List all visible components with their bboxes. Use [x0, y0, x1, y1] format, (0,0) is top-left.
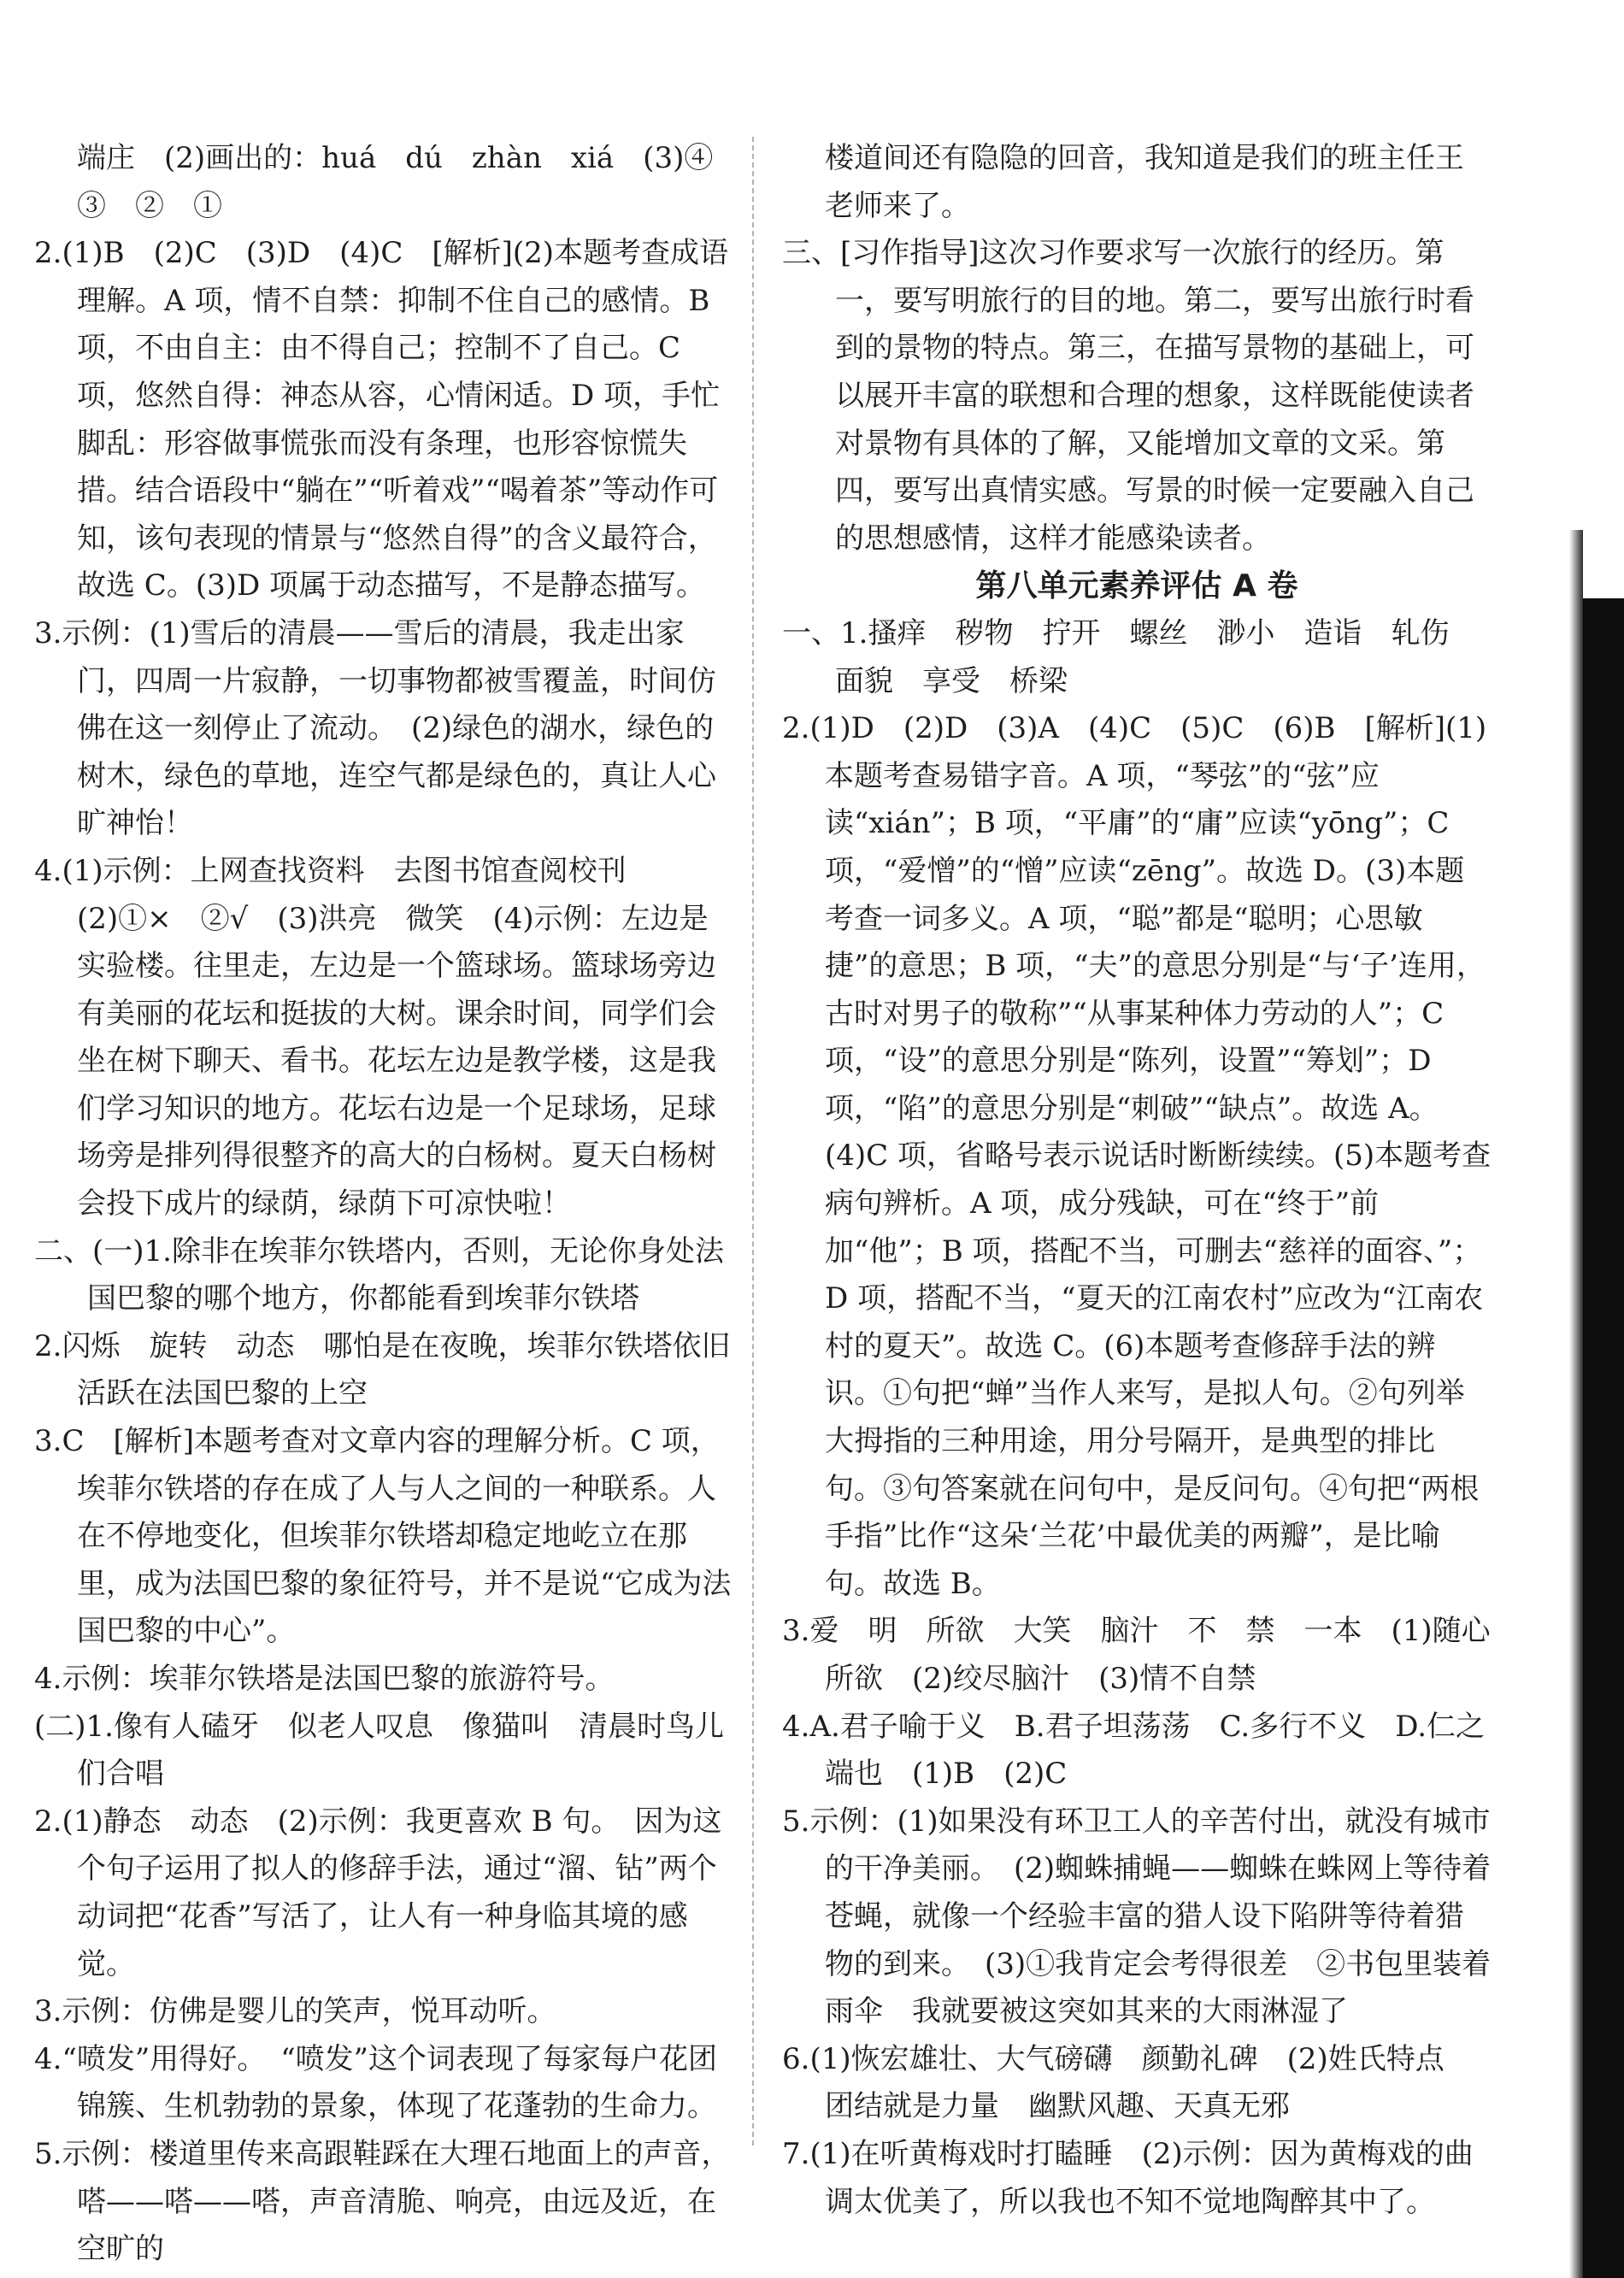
answer-item-5-continuation: 楼道间还有隐隐的回音，我知道是我们的班主任王老师来了。 [825, 141, 1464, 223]
section-2-part-1-item-1: 二、(一)1.除非在埃菲尔铁塔内，否则，无论你身处法国巴黎的哪个地方，你都能看到埃菲尔铁塔 [34, 1233, 724, 1316]
section-2-part-1-item-4: 4.示例：埃菲尔铁塔是法国巴黎的旅游符号。 [34, 1662, 615, 1696]
unit-8-item-4: 4.A.君子喻于义 B.君子坦荡荡 C.多行不义 D.仁之端也 (1)B (2)C [782, 1709, 1486, 1792]
scan-edge-bar [1583, 598, 1624, 2278]
column-divider [752, 137, 754, 2146]
answer-item-continuation: 端庄 (2)画出的：huá dú zhàn xiá (3)④ ③ ② ① [77, 141, 743, 223]
scan-edge-shadow [1569, 530, 1583, 2278]
answer-item-2: 2.(1)B (2)C (3)D (4)C [解析](2)本题考查成语理解。A 项，情不自禁：抑制不住自己的感情。B 项，不由自主：由不得自己；控制不了自己。C 项，悠然自得：神态从容，心情闲适。D 项，手忙脚乱：形容做事慌张而没有条理，也形容惊慌失措。结合语段中“躺在”“听着戏”“喝着茶”等动作可知，该句表现的情景与“悠然自得”的含义最符合，故选 C。(3)D 项属于动态描写，不是静态描写。 [34, 236, 729, 603]
answer-item-3: 3.示例：(1)雪后的清晨——雪后的清晨，我走出家门，四周一片寂静，一切事物都被雪覆盖，时间仿佛在这一刻停止了流动。 (2)绿色的湖水，绿色的树木，绿色的草地，连空气都是绿色的，真让人心旷神怡！ [34, 615, 716, 841]
unit-8-item-2: 2.(1)D (2)D (3)A (4)C (5)C (6)B [解析](1)本题考查易错字音。A 项，“琴弦”的“弦”应读“xián”；B 项，“平庸”的“庸”应读“yōng”；C 项，“爱憎”的“憎”应读“zēng”。故选 D。(3)本题考查一词多义。A 项，“聪”都是“聪明；心思敏捷”的意思；B 项，“夫”的意思分别是“与‘子’连用，古时对男子的敬称”“从事某种体力劳动的人”；C 项，“设”的意思分别是“陈列，设置”“筹划”；D 项，“陷”的意思分别是“刺破”“缺点”。故选 A。(4)C 项，省略号表示说话时断断续续。(5)本题考查病句辨析。A 项，成分残缺，可在“终于”前加“他”；B 项，搭配不当，可删去“慈祥的面容、”；D 项，搭配不当，“夏天的江南农村”应改为“江南农村的夏天”。故选 C。(6)本题考查修辞手法的辨识。①句把“蝉”当作人来写，是拟人句。②句列举大拇指的三种用途，用分号隔开，是典型的排比句。③句答案就在问句中，是反问句。④句把“两根手指”比作“这朵‘兰花’中最优美的两瓣”，是比喻句。故选 B。 [782, 711, 1492, 1601]
unit-8-item-3: 3.爱 明 所欲 大笑 脑汁 不 禁 一本 (1)随心所欲 (2)绞尽脑汁 (3)情不自禁 [782, 1614, 1491, 1696]
section-2-part-2-item-4: 4.“喷发”用得好。 “喷发”这个词表现了每家每户花团锦簇、生机勃勃的景象，体现了花蓬勃的生命力。 [34, 2041, 717, 2124]
section-2-part-2-item-5: 5.示例：楼道里传来高跟鞋踩在大理石地面上的声音，嗒——嗒——嗒，声音清脆、响亮，由远及近，在空旷的 [34, 2136, 731, 2267]
unit-8-item-1: 一、1.搔痒 秽物 拧开 螺丝 渺小 造诣 轧伤 面貌 享受 桥梁 [782, 615, 1479, 698]
section-2-part-2-item-2: 2.(1)静态 动态 (2)示例：我更喜欢 B 句。 因为这个句子运用了拟人的修辞手法，通过“溜、钻”两个动词把“花香”写活了，让人有一种身临其境的感觉。 [34, 1804, 722, 1981]
section-2-part-2-item-1: (二)1.像有人磕牙 似老人叹息 像猫叫 清晨时鸟儿们合唱 [34, 1709, 724, 1792]
unit-8-item-7: 7.(1)在听黄梅戏时打瞌睡 (2)示例：因为黄梅戏的曲调太优美了，所以我也不知不觉地陶醉其中了。 [782, 2136, 1474, 2219]
section-2-part-1-item-3: 3.C [解析]本题考查对文章内容的理解分析。C 项，埃菲尔铁塔的存在成了人与人之间的一种联系。人在不停地变化，但埃菲尔铁塔却稳定地屹立在那里，成为法国巴黎的象征符号，并不是说“它成为法国巴黎的中心”。 [34, 1424, 732, 1649]
section-2-part-1-item-2: 2.闪烁 旋转 动态 哪怕是在夜晚，埃菲尔铁塔依旧活跃在法国巴黎的上空 [34, 1328, 731, 1411]
left-column [34, 135, 743, 2274]
right-column [782, 135, 1492, 2226]
section-3-writing-guide: 三、[习作指导]这次习作要求写一次旅行的经历。第一，要写明旅行的目的地。第二，要写出旅行时看到的景物的特点。第三，在描写景物的基础上，可以展开丰富的联想和合理的想象，这样既能使读者对景物有具体的了解，又能增加文章的文采。第四，要写出真情实感。写景的时候一定要融入自己的思想感情，这样才能感染读者。 [782, 236, 1474, 556]
answer-item-4: 4.(1)示例：上网查找资料 去图书馆查阅校刊 (2)①× ②√ (3)洪亮 微笑 (4)示例：左边是实验楼。往里走，左边是一个篮球场。篮球场旁边有美丽的花坛和挺拔的大树。课余时间，同学们会坐在树下聊天、看书。花坛左边是教学楼，这是我们学习知识的地方。花坛右边是一个足球场，足球场旁是排列得很整齐的高大的白杨树。夏天白杨树会投下成片的绿荫，绿荫下可凉快啦！ [34, 853, 716, 1221]
unit-8-assessment-title: 第八单元素养评估 A 卷 [975, 568, 1298, 604]
section-2-part-2-item-3: 3.示例：仿佛是婴儿的笑声，悦耳动听。 [34, 1994, 556, 2029]
unit-8-item-5: 5.示例：(1)如果没有环卫工人的辛苦付出，就没有城市的干净美丽。 (2)蜘蛛捕蝇——蜘蛛在蛛网上等待着苍蝇，就像一个经验丰富的猎人设下陷阱等待着猎物的到来。 (3)①我肯定会考得很差 ②书包里装着雨伞 我就要被这突如其来的大雨淋湿了 [782, 1804, 1492, 2029]
unit-8-item-6: 6.(1)恢宏雄壮、大气磅礴 颜勤礼碑 (2)姓氏特点 团结就是力量 幽默风趣、天真无邪 [782, 2041, 1474, 2124]
